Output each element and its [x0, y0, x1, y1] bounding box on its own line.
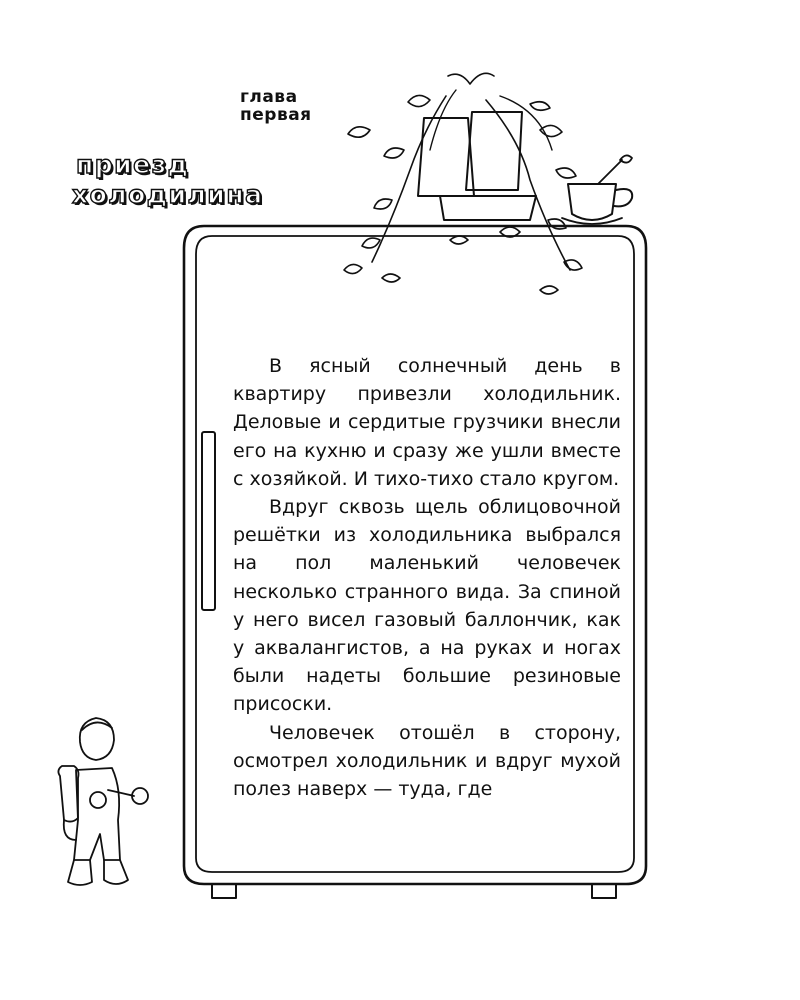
little-man-feet: [68, 860, 128, 885]
teacup-bowl: [568, 184, 616, 220]
chapter-title-line2: холодилина: [72, 180, 264, 209]
story-paragraph: В ясный солнечный день в квартиру привезли холодильник. Деловые и сердитые грузчики внесли его на кухню и сразу же ушли вместе с хозяйкой. И тихо-тихо стало кругом.: [233, 355, 621, 490]
refrigerator-handle: [202, 432, 215, 610]
little-man-arm: [108, 790, 134, 796]
chapter-label-line1: глава: [240, 87, 298, 107]
little-man-body: [74, 768, 120, 860]
story-paragraph: Вдруг сквозь щель облицовочной решётки из холодильника выбрался на пол маленький человечек несколько странного вида. За спиной у него висел газовый баллончик, как у аквалангистов, а на руках и ногах были надеты большие резиновые присоски.: [233, 496, 621, 716]
story-text: [233, 352, 621, 803]
story-paragraph: Человечек отошёл в сторону, осмотрел холодильник и вдруг мухой полез наверх — туда, где: [233, 721, 621, 801]
chapter-label: [240, 88, 312, 124]
teacup-drawing: [562, 155, 632, 224]
chapter-label-line2: первая: [240, 105, 312, 125]
little-man-drawing: [58, 718, 148, 885]
chapter-title-line1: приезд: [76, 150, 190, 179]
teacup-spoon: [598, 155, 632, 184]
plant-drawing: [344, 73, 582, 294]
refrigerator-feet: [212, 884, 616, 898]
chapter-title: [72, 150, 362, 210]
little-man-head: [80, 718, 114, 760]
teacup-handle: [614, 189, 632, 206]
